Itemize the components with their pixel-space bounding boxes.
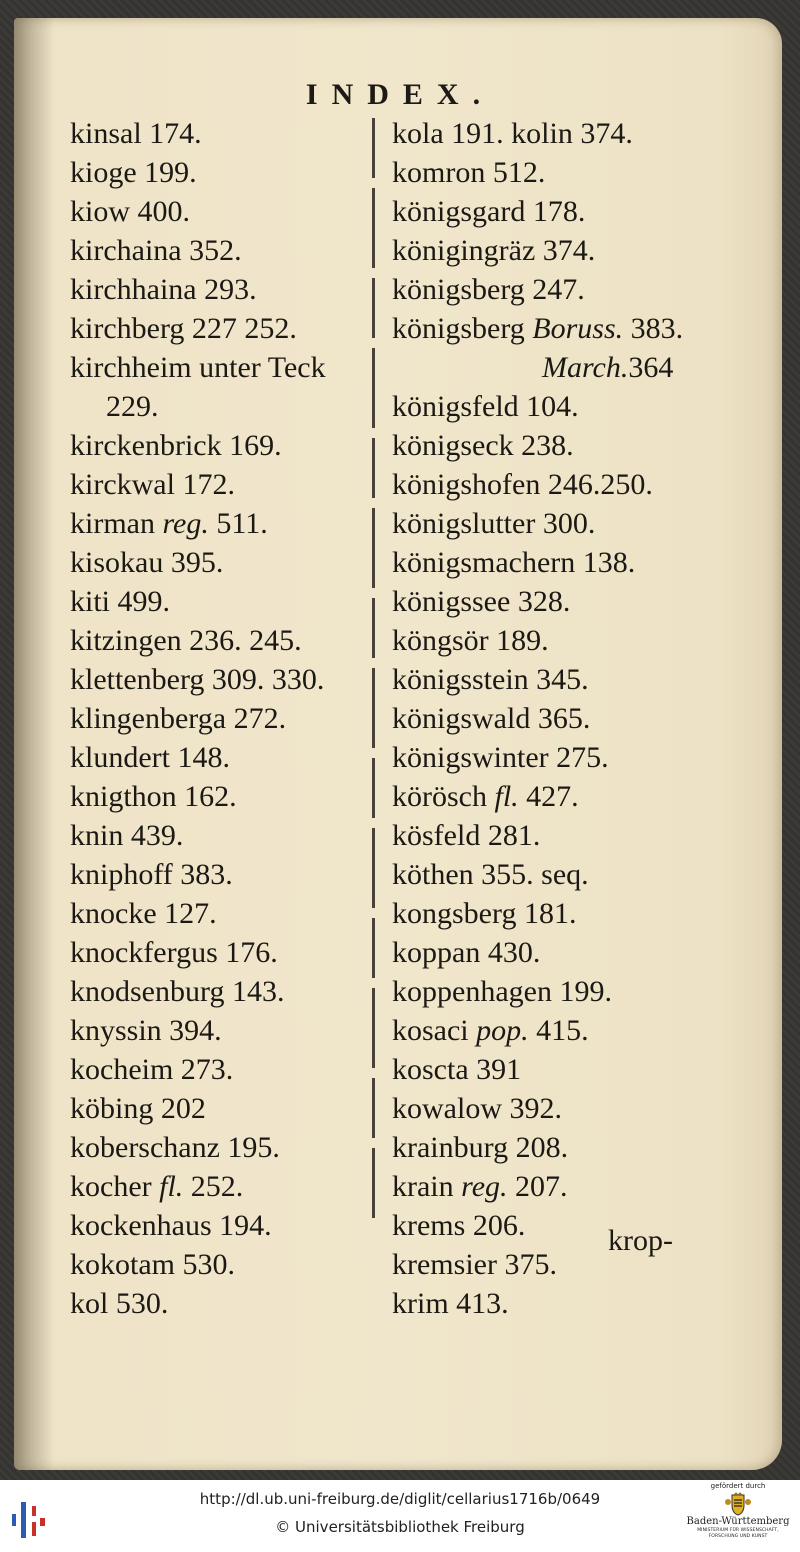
index-entry: kongsberg 181. [392, 897, 577, 930]
index-entry: kisokau 395. [70, 546, 224, 579]
index-entry: koppan 430. [392, 936, 541, 969]
left-column [70, 114, 326, 1323]
index-entry: kirchaina 352. [70, 234, 242, 267]
entry-abbrev: fl. [494, 780, 519, 813]
index-entry: kirchhaina 293. [70, 273, 257, 306]
index-entry: königswinter 275. [392, 741, 609, 774]
index-entry [392, 777, 683, 816]
index-entry: komron 512. [392, 156, 546, 189]
copyright-text: © Universitätsbibliothek Freiburg [275, 1518, 525, 1536]
index-entry [70, 1167, 326, 1206]
entry-abbrev: reg. [461, 1170, 508, 1203]
sponsor-ministry: MINISTERIUM FÜR WISSENSCHAFT, FORSCHUNG UND KUNST [697, 1528, 779, 1539]
entry-term: königsberg [392, 312, 525, 345]
index-entry: köbing 202 [70, 1092, 206, 1125]
sponsor-logo [682, 1482, 794, 1550]
right-column [392, 114, 683, 1323]
spine-shadow [14, 18, 54, 1470]
index-entry: knodsenburg 143. [70, 975, 285, 1008]
index-entry: königsgard 178. [392, 195, 586, 228]
index-entry: kioge 199. [70, 156, 197, 189]
index-entry: krainburg 208. [392, 1131, 569, 1164]
entry-term: kosaci [392, 1014, 469, 1047]
index-entry: königsstein 345. [392, 663, 589, 696]
viewer-footer [0, 1480, 800, 1552]
permalink-url[interactable]: http://dl.ub.uni-freiburg.de/diglit/cellarius1716b/0649 [199, 1490, 601, 1508]
entry-term: kirman [70, 507, 155, 540]
index-entry [392, 309, 683, 348]
index-entry: kocheim 273. [70, 1053, 234, 1086]
column-divider [372, 118, 375, 1218]
index-entry: kiti 499. [70, 585, 171, 618]
index-entry: kirchberg 227 252. [70, 312, 297, 345]
index-entry: köthen 355. seq. [392, 858, 589, 891]
index-entry: königingräz 374. [392, 234, 596, 267]
sponsor-name: Baden-Württemberg [686, 1516, 790, 1527]
index-entry: königsmachern 138. [392, 546, 636, 579]
index-entry: kirckenbrick 169. [70, 429, 282, 462]
index-entry: königsberg 247. [392, 273, 585, 306]
index-entry: köngsör 189. [392, 624, 549, 657]
baden-wuerttemberg-crest-icon [724, 1492, 752, 1516]
index-entry: klingenberga 272. [70, 702, 287, 735]
entry-abbrev: reg. [162, 507, 209, 540]
index-entry: königsfeld 104. [392, 390, 579, 423]
entry-term: krain [392, 1170, 454, 1203]
entry-page: 383. [623, 312, 684, 345]
sponsor-top-text: gefördert durch [710, 1482, 766, 1490]
index-entry: kockenhaus 194. [70, 1209, 272, 1242]
entry-page: 252. [183, 1170, 244, 1203]
index-entry: koppenhagen 199. [392, 975, 612, 1008]
index-entry: knyssin 394. [70, 1014, 222, 1047]
index-entry [70, 504, 326, 543]
entry-page: 511. [208, 507, 268, 540]
index-entry: krems 206. [392, 1209, 526, 1242]
index-entry: kremsier 375. [392, 1248, 557, 1281]
page-header: INDEX. [305, 78, 495, 111]
index-entry: kirchheim unter Teck [70, 351, 326, 384]
index-entry [392, 1167, 683, 1206]
index-entry: königswald 365. [392, 702, 591, 735]
entry-term: körösch [392, 780, 487, 813]
index-entry: königseck 238. [392, 429, 574, 462]
entry-abbrev: fl. [159, 1170, 184, 1203]
index-entry: kösfeld 281. [392, 819, 541, 852]
entry-abbrev: Boruss. [532, 312, 624, 345]
index-entry: knocke 127. [70, 897, 217, 930]
entry-page: 207. [507, 1170, 568, 1203]
index-entry: königssee 328. [392, 585, 571, 618]
index-entry: knin 439. [70, 819, 184, 852]
index-entry: klundert 148. [70, 741, 230, 774]
entry-page: 415. [528, 1014, 589, 1047]
index-entry: kowalow 392. [392, 1092, 562, 1125]
index-entry-continuation: 229. [106, 390, 159, 423]
index-entry: kokotam 530. [70, 1248, 235, 1281]
index-entry: kirckwal 172. [70, 468, 235, 501]
index-entry: knockfergus 176. [70, 936, 278, 969]
entry-term: kocher [70, 1170, 152, 1203]
index-entry: kol 530. [70, 1287, 169, 1320]
index-entry: knigthon 162. [70, 780, 237, 813]
index-entry-continuation [392, 348, 683, 387]
index-entry: kniphoff 383. [70, 858, 233, 891]
index-entry: königslutter 300. [392, 507, 596, 540]
index-entry [392, 1011, 683, 1050]
index-entry: krim 413. [392, 1287, 509, 1320]
entry-abbrev: pop. [476, 1014, 529, 1047]
index-entry: kiow 400. [70, 195, 190, 228]
index-entry: kinsal 174. [70, 117, 202, 150]
index-entry: kitzingen 236. 245. [70, 624, 302, 657]
entry-page: 427. [518, 780, 579, 813]
entry-page: 364 [628, 351, 674, 384]
catchword: krop- [608, 1224, 673, 1257]
index-entry: kola 191. kolin 374. [392, 117, 633, 150]
index-entry: klettenberg 309. 330. [70, 663, 325, 696]
entry-abbrev: March. [542, 351, 629, 384]
index-entry: koscta 391 [392, 1053, 522, 1086]
index-entry: königshofen 246.250. [392, 468, 653, 501]
index-entry: koberschanz 195. [70, 1131, 280, 1164]
